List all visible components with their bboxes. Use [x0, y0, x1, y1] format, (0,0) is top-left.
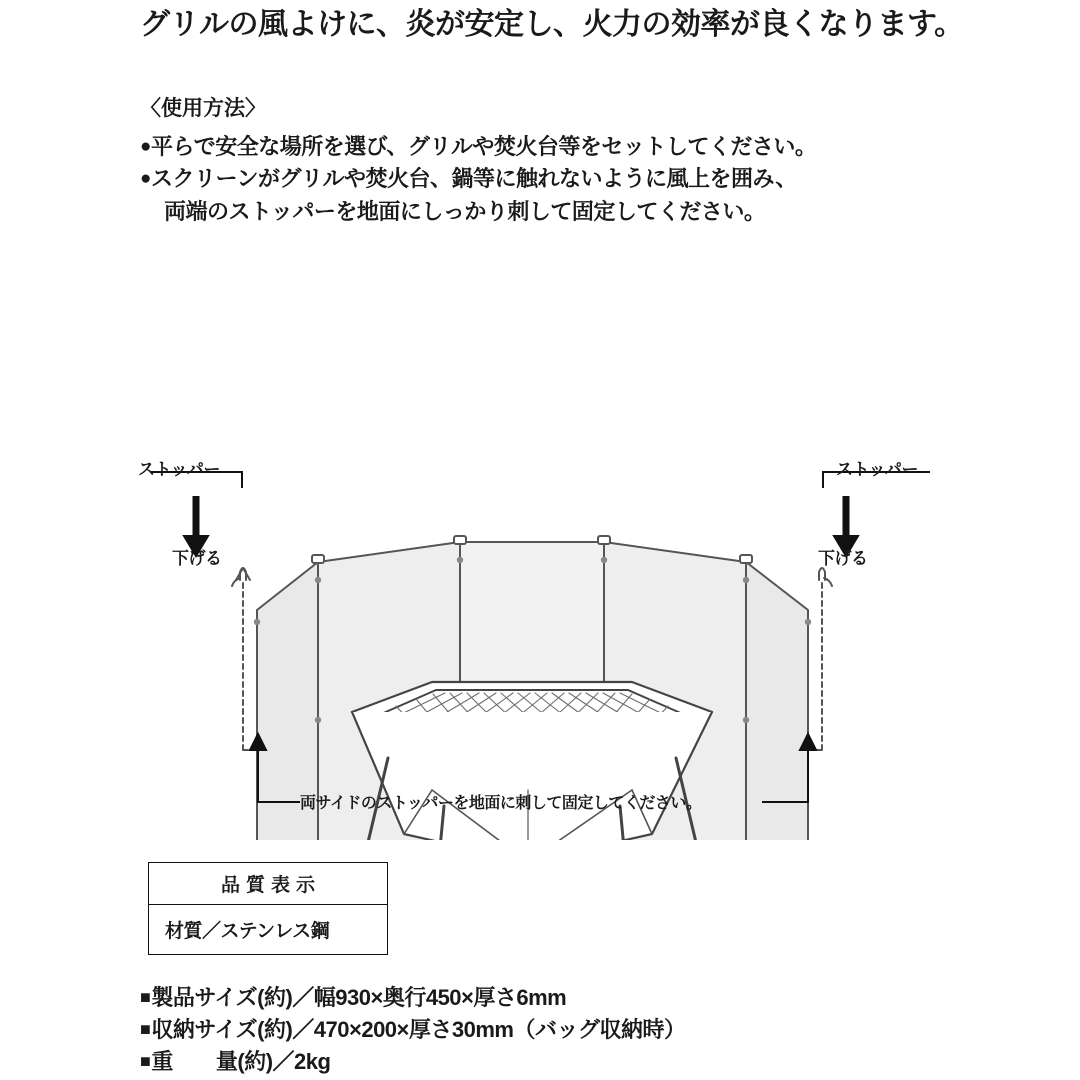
square-bullet-icon: ■: [140, 1018, 151, 1039]
diagram-bottom-caption: 両サイドのストッパーを地面に刺して固定してください。: [300, 795, 702, 812]
spec-row-weight: [140, 1046, 1040, 1078]
spec-label-product-size: 製品サイズ(約): [151, 985, 293, 1010]
bullet-icon: ●: [140, 168, 151, 190]
label-lower-left: 下げる: [172, 549, 222, 568]
usage-list-item: [140, 132, 970, 162]
spec-value-weight: ／2kg: [272, 1048, 331, 1074]
page-title: グリルの風よけに、炎が安定し、火力の効率が良くなります。: [140, 8, 964, 41]
label-lower-right: 下げる: [818, 549, 868, 568]
spec-label-weight: 重 量(約): [151, 1048, 273, 1074]
usage-item-text-2: [140, 164, 970, 194]
product-illustration: [0, 250, 1080, 840]
spec-row-storage-size: [140, 1014, 1040, 1046]
usage-list-item: [140, 164, 970, 227]
usage-item-label-1: 平らで安全な場所を選び、グリルや焚火台等をセットしてください。: [150, 134, 817, 159]
label-stopper-right: ストッパー: [836, 460, 918, 479]
spec-value-storage-size: ／470×200×厚さ30mm（バッグ収納時）: [292, 1016, 686, 1042]
spec-value-product-size: ／幅930×奥行450×厚さ6mm: [292, 985, 567, 1010]
quality-table-material: 材質／ステンレス鋼: [165, 921, 330, 942]
bullet-icon: ●: [140, 136, 151, 157]
quality-table-header: 品質表示: [149, 863, 387, 905]
usage-item-label-2: スクリーンがグリルや焚火台、鍋等に触れないように風上を囲み、: [150, 166, 797, 192]
spec-row-product-size: [140, 982, 1040, 1014]
usage-heading: 〈使用方法〉: [140, 97, 266, 120]
spec-list: [140, 982, 1040, 1078]
square-bullet-icon: ■: [140, 1050, 151, 1071]
windscreen-diagram-svg: [0, 250, 1080, 840]
usage-item-subline-2: 両端のストッパーを地面にしっかり刺して固定してください。: [164, 198, 766, 224]
spec-label-storage-size: 収納サイズ(約): [151, 1016, 293, 1042]
quality-table: [148, 862, 388, 955]
usage-item-text-1: [140, 132, 970, 162]
square-bullet-icon: ■: [140, 987, 151, 1007]
usage-section: [140, 92, 970, 227]
label-stopper-left: ストッパー: [138, 460, 220, 479]
